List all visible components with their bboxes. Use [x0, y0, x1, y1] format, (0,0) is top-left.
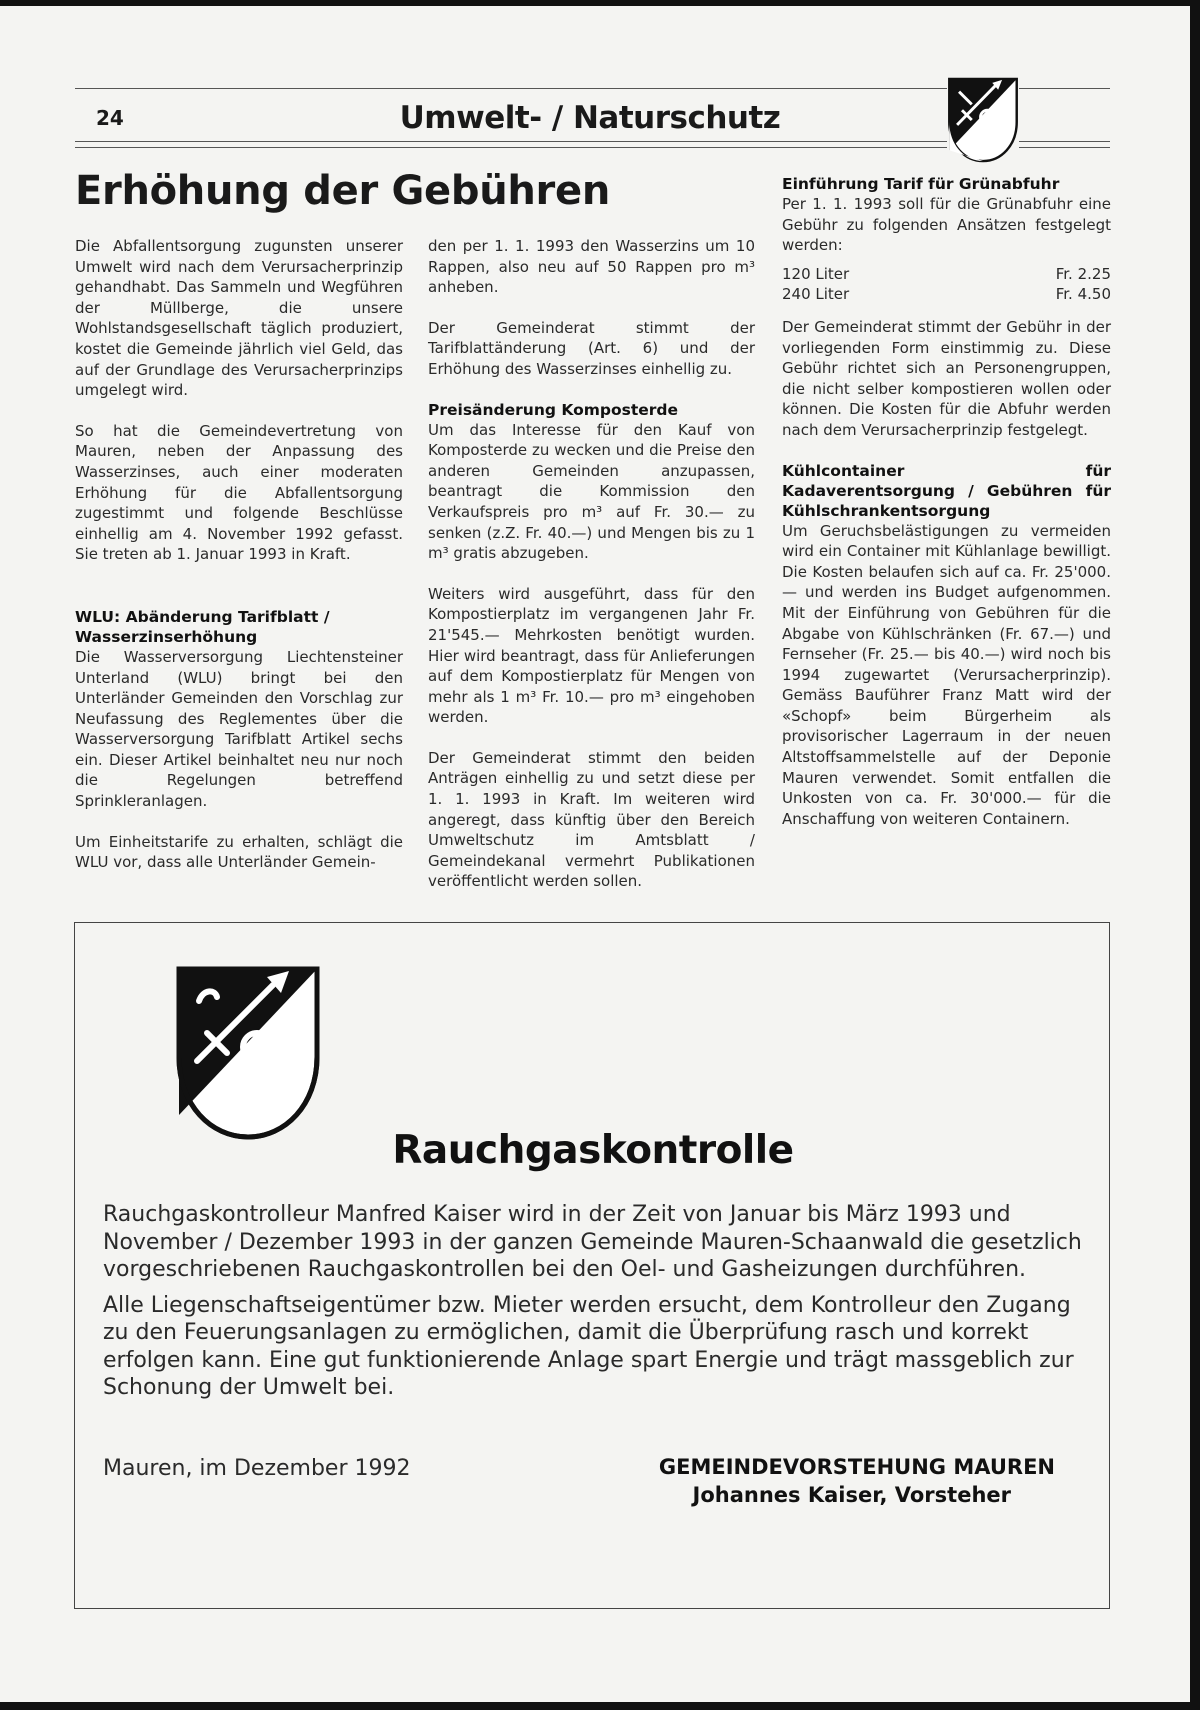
notice-body [103, 1201, 1085, 1410]
paragraph: Um das Interesse für den Kauf von Komposterde zu wecken und die Preise den anderen Gemeinden anzupassen, beantragt die Kommission den Verkaufspreis pro m³ auf Fr. 30.— zu senken (z.Z. Fr. 40.—) und Mengen bis zu 1 m³ gratis abzugeben. [428, 420, 755, 563]
paragraph: Um Einheitstarife zu erhalten, schlägt die WLU vor, dass alle Unterländer Gemein- [75, 832, 403, 872]
scan-border-right [1190, 0, 1200, 1710]
subheading-wlu: WLU: Abänderung Tarifblatt / Wasserzinserhöhung [75, 607, 330, 646]
subheading-komposterde: Preisänderung Komposterde [428, 400, 679, 419]
notice-box [74, 922, 1110, 1609]
signature-organization: GEMEINDEVORSTEHUNG MAUREN [658, 1455, 1055, 1479]
price-row [782, 264, 1111, 285]
paragraph: So hat die Gemeindevertretung von Mauren, neben der Anpassung des Wasserzinses, auch einer moderaten Erhöhung für die Abfallentsorgung zugestimmt und folgende Beschlüsse einhellig am 4. November 1992 gefasst. Sie treten ab 1. Januar 1993 in Kraft. [75, 421, 403, 564]
article-headline: Erhöhung der Gebühren [75, 168, 610, 214]
notice-date: Mauren, im Dezember 1992 [103, 1456, 411, 1481]
price-row [782, 284, 1111, 305]
price-value: Fr. 2.25 [1055, 264, 1111, 283]
scan-border-bottom [0, 1702, 1200, 1710]
paragraph: Der Gemeinderat stimmt der Gebühr in der vorliegenden Form einstimmig zu. Diese Gebühr richtet sich an Personengruppen, die nicht selber kompostieren wollen oder können. Die Kosten für die Abfuhr werden nach dem Verursacherprinzip festgelegt. [782, 317, 1111, 439]
subheading-kuehlcontainer: Kühlcontainer für Kadaverentsorgung / Gebühren für Kühlschrankentsorgung [782, 461, 1111, 520]
signature-name: Johannes Kaiser, Vorsteher [692, 1483, 1011, 1507]
paragraph: Die Abfallentsorgung zugunsten unserer Umwelt wird nach dem Verursacherprinzip gehandhabt. Das Sammeln und Wegführen der Müllberge, die unsere Wohlstandsgesellschaft täglich produziert, kostet die Gemeinde jährlich viel Geld, das auf der Grundlage des Verursacherprinzips umgelegt wird. [75, 237, 403, 400]
coat-of-arms-large [175, 965, 321, 1141]
paragraph: Rauchgaskontrolleur Manfred Kaiser wird in der Zeit von Januar bis März 1993 und November / Dezember 1993 in der ganzen Gemeinde Mauren-Schaanwald die gesetzlich vorgeschriebenen Rauchgaskontrollen bei den Oel- und Gasheizungen durchführen. [103, 1202, 1082, 1282]
paragraph: Der Gemeinderat stimmt den beiden Anträgen einhellig zu und setzt diese per 1. 1. 1993 in Kraft. Im weiteren wird angeregt, dass künftig über den Bereich Umweltschutz im Amtsblatt / Gemeindekanal vermehrt Publikationen veröffentlicht werden sollen. [428, 748, 755, 891]
scan-border-top [0, 0, 1200, 6]
price-item: 120 Liter [782, 264, 850, 283]
article-column-2 [428, 236, 755, 912]
article-column-1 [75, 236, 403, 893]
coat-of-arms-icon [175, 965, 321, 1141]
notice-signature [635, 1453, 1055, 1509]
notice-title: Rauchgaskontrolle [392, 1128, 794, 1173]
paragraph: Alle Liegenschaftseigentümer bzw. Mieter werden ersucht, dem Kontrolleur den Zugang zu den Feuerungsanlagen zu ermöglichen, damit die Überprüfung rasch und korrekt erfolgen kann. Eine gut funktionierende Anlage spart Energie und trägt massgeblich zur Schonung der Umwelt bei. [103, 1292, 1074, 1400]
paragraph: Per 1. 1. 1993 soll für die Grünabfuhr eine Gebühr zu folgenden Ansätzen festgelegt werden: [782, 195, 1111, 255]
coat-of-arms-small [947, 77, 1019, 163]
subheading-gruenabfuhr: Einführung Tarif für Grünabfuhr [782, 175, 1060, 193]
paragraph: Um Geruchsbelästigungen zu vermeiden wird ein Container mit Kühlanlage bewilligt. Die Kosten belaufen sich auf ca. Fr. 25'000.— und werden ins Budget aufgenommen. Mit der Einführung von Gebühren für die Abgabe von Kühlschränken (Fr. 67.—) und Fernseher (Fr. 25.— bis 40.—) wird noch bis 1994 zugewartet (Verursacherprinzip). Gemäss Bauführer Franz Matt wird der «Schopf» beim Bürgerheim als provisorischer Lagerraum in der neuen Altstoffsammelstelle auf der Deponie Mauren verwendet. Somit entfallen die Unkosten von ca. Fr. 30'000.— für die Anschaffung von weiteren Containern. [782, 521, 1111, 828]
price-value: Fr. 4.50 [1055, 285, 1111, 304]
article-column-3 [782, 174, 1111, 849]
page-number: 24 [96, 106, 124, 130]
paragraph: Der Gemeinderat stimmt der Tarifblattänderung (Art. 6) und der Erhöhung des Wasserzinses einhellig zu. [428, 318, 755, 378]
section-title: Umwelt- / Naturschutz [399, 100, 781, 136]
paragraph: den per 1. 1. 1993 den Wasserzins um 10 Rappen, also neu auf 50 Rappen pro m³ anheben. [428, 237, 755, 297]
paragraph: Die Wasserversorgung Liechtensteiner Unterland (WLU) bringt bei den Unterländer Gemeinden den Vorschlag zur Neufassung des Reglementes über die Wasserversorgung Tarifblatt Artikel sechs ein. Dieser Artikel beinhaltet neu nur noch die Regelungen betreffend Sprinkleranlagen. [75, 647, 403, 811]
paragraph: Weiters wird ausgeführt, dass für den Kompostierplatz im vergangenen Jahr Fr. 21'545.— Mehrkosten benötigt wurden. Hier wird beantragt, dass für Anlieferungen auf dem Kompostierplatz für Mengen von mehr als 1 m³ Fr. 10.— pro m³ eingehoben werden. [428, 584, 755, 727]
coat-of-arms-icon [947, 77, 1019, 163]
price-item: 240 Liter [782, 285, 850, 304]
